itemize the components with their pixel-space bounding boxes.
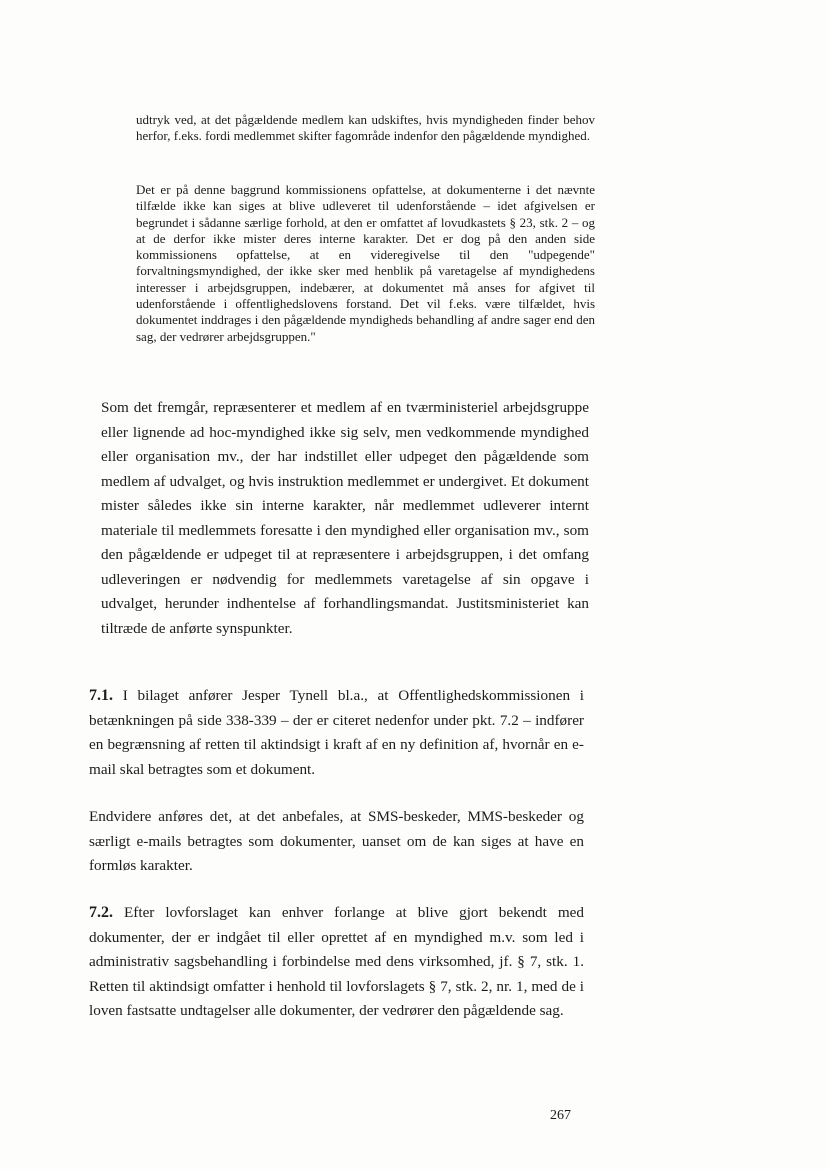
page-number: 267 — [550, 1108, 571, 1123]
section-7-1-number: 7.1. — [89, 687, 113, 704]
body-paragraph-3: Endvidere anføres det, at det anbefales, at SMS-beskeder, MMS-beskeder og særligt e-mails betragtes som dokumenter, uanset om de kan siges at have en formløs karakter. — [89, 808, 584, 874]
section-7-1-paragraph — [89, 684, 584, 782]
section-7-2-text: Efter lovforslaget kan enhver forlange at blive gjort bekendt med dokumenter, der er indgået til eller oprettet af en myndighed m.v. som led i administrativ sagsbehandling i forbindelse med dens virksomhed, jf. § 7, stk. 1. Retten til aktindsigt omfatter i henhold til lovforslagets § 7, stk. 2, nr. 1, med de i loven fastsatte undtagelser alle dokumenter, der vedrører den pågældende sag. — [89, 904, 585, 1019]
section-7-2-number: 7.2. — [89, 904, 113, 921]
body-paragraph-1: Som det fremgår, repræsenterer et medlem af en tværministeriel arbejdsgruppe eller lignende ad hoc-myndighed ikke sig selv, men vedkommende myndighed eller organisation mv., der har indstillet eller udpeget den pågældende som medlem af udvalget, og hvis instruktion medlemmet er undergivet. Et dokument mister således ikke sin interne karakter, når medlemmet udleverer internt materiale til medlemmets foresatte i den myndighed eller organisation mv., som den pågældende er udpeget til at repræsentere i arbejdsgruppen, i det omfang udleveringen er nødvendig for medlemmets varetagelse af sin opgave i udvalget, herunder indhentelse af forhandlingsmandat. Justitsministeriet kan tiltræde de anførte synspunkter. — [101, 399, 589, 637]
section-7-1-text: I bilaget anfører Jesper Tynell bl.a., at Offentlighedskommissionen i betænkningen på side 338-339 – der er citeret nedenfor under pkt. 7.2 – indfører en begrænsning af retten til aktindsigt i kraft af en ny definition af, hvornår en e-mail skal betragtes som et dokument. — [89, 687, 584, 778]
quote-paragraph-2: Det er på denne baggrund kommissionens opfattelse, at dokumenterne i det nævnte tilfælde ikke kan siges at blive udleveret til udenforstående – idet afgivelsen er begrundet i sådanne særlige forhold, at den er omfattet af lovudkastets § 23, stk. 2 – og at de derfor ikke mister deres interne karakter. Det er dog på den anden side kommissionens opfattelse, at en videregivelse til den "udpegende" forvaltningsmyndighed, der ikke sker med henblik på varetagelse af myndighedens interesser i arbejdsgruppen, indebærer, at dokumentet må anses for afgivet til udenforstående i offentlighedslovens forstand. Det vil f.eks. være tilfældet, hvis dokumentet inddrages i den pågældende myndigheds behandling af andre sager end den sag, der vedrører arbejdsgruppen." — [136, 182, 595, 344]
section-7-2-paragraph — [89, 901, 584, 1024]
quote-paragraph-1: udtryk ved, at det pågældende medlem kan udskiftes, hvis myndigheden finder behov herfor, f.eks. fordi medlemmet skifter fagområde indenfor den pågældende myndighed. — [136, 112, 595, 144]
